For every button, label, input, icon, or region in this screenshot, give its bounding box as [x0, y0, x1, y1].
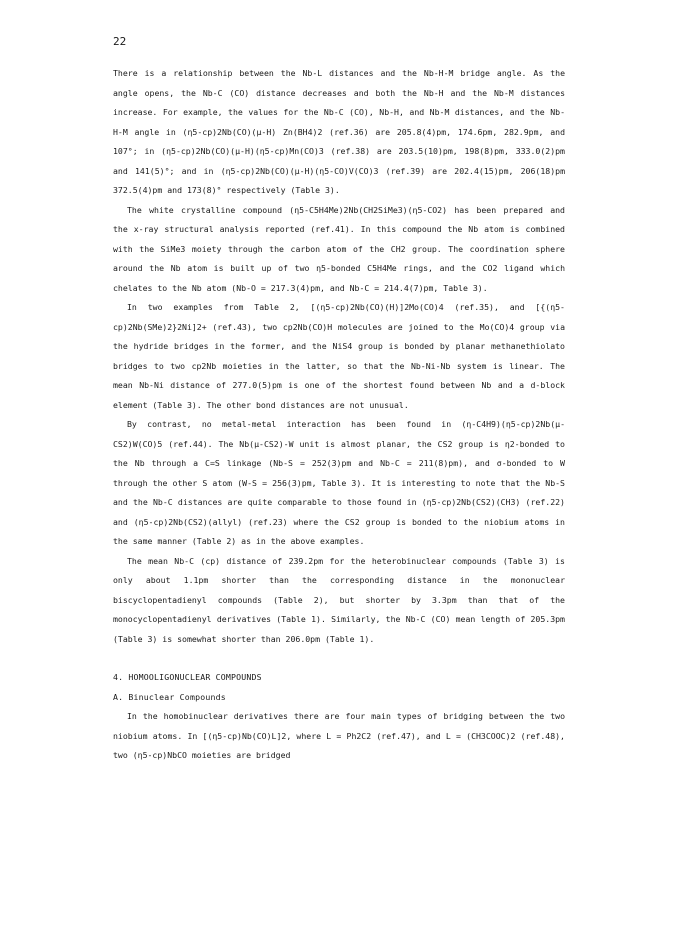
spacer — [113, 649, 565, 668]
paragraph-1: There is a relationship between the Nb-L distances and the Nb-H-M bridge angle. As the angle opens, the Nb-C (CO) distance decreases and both the Nb-H and the Nb-M distances increase. For example, the values for the Nb-C (CO), Nb-H, and Nb-M distances, and the Nb-H-M angle in (η5-cp)2Nb(CO)(μ-H) Zn(BH4)2 (ref.36) are 205.8(4)pm, 174.6pm, 282.9pm, and 107°; in (η5-cp)2Nb(CO)(μ-H)(η5-cp)Mn(CO)3 (ref.38) are 203.5(10)pm, 198(8)pm, 333.0(2)pm and 141(5)°; and in (η5-cp)2Nb(CO)(μ-H)(η5-CO)V(CO)3 (ref.39) are 202.4(15)pm, 206(18)pm 372.5(4)pm and 173(8)° respectively (Table 3). — [113, 68, 565, 195]
paragraph-2: The white crystalline compound (η5-C5H4Me)2Nb(CH2SiMe3)(η5-CO2) has been prepared and the x-ray structural analysis reported (ref.41). In this compound the Nb atom is combined with the SiMe3 moiety through the carbon atom of the CH2 group. The coordination sphere around the Nb atom is built up of two η5-bonded C5H4Me rings, and the CO2 ligand which chelates to the Nb atom (Nb-O = 217.3(4)pm, and Nb-C = 214.4(7)pm, Table 3). — [113, 204, 565, 293]
subsection-heading: A. Binuclear Compounds — [113, 691, 226, 702]
paragraph-3: In two examples from Table 2, [(η5-cp)2Nb(CO)(H)]2Mo(CO)4 (ref.35), and [{(η5-cp)2Nb(SMe)2}2Ni]2+ (ref.43), two cp2Nb(CO)H molecules are joined to the Mo(CO)4 group via the hydride bridges in the former, and the NiS4 group is bonded by planar methanethiolato bridges to two cp2Nb moieties in the latter, so that the Nb-Ni-Nb system is linear. The mean Nb-Ni distance of 277.0(5)pm is one of the shortest found between Nb and a d-block element (Table 3). The other bond distances are not unusual. — [113, 302, 565, 410]
paragraph-6: In the homobinuclear derivatives there are four main types of bridging between the two niobium atoms. In [(η5-cp)Nb(CO)L]2, where L = Ph2C2 (ref.47), and L = (CH3COOC)2 (ref.48), two (η5-cp)NbCO moieties are bridged — [113, 711, 565, 760]
paragraph-5: The mean Nb-C (cp) distance of 239.2pm for the heterobinuclear compounds (Table 3) is only about 1.1pm shorter than the corresponding distance in the mononuclear biscyclopentadienyl compounds (Table 2), but shorter by 3.3pm than that of the monocyclopentadienyl derivatives (Table 1). Similarly, the Nb-C (CO) mean length of 205.3pm (Table 3) is somewhat shorter than 206.0pm (Table 1). — [113, 555, 565, 644]
section-heading: 4. HOMOOLIGONUCLEAR COMPOUNDS — [113, 672, 262, 682]
page-number: 22 — [113, 35, 127, 48]
body-text — [113, 64, 565, 766]
paragraph-4: By contrast, no metal-metal interaction has been found in (η-C4H9)(η5-cp)2Nb(μ-CS2)W(CO)5 (ref.44). The Nb(μ-CS2)-W unit is almost planar, the CS2 group is η2-bonded to the Nb through a C=S linkage (Nb-S = 252(3)pm and Nb-C = 211(8)pm), and σ-bonded to W through the other S atom (W-S = 256(3)pm, Table 3). It is interesting to note that the Nb-S and the Nb-C distances are quite comparable to those found in (η5-cp)2Nb(CS2)(CH3) (ref.22) and (η5-cp)2Nb(CS2)(allyl) (ref.23) where the CS2 group is bonded to the niobium atoms in the same manner (Table 2) as in the above examples. — [113, 419, 565, 546]
